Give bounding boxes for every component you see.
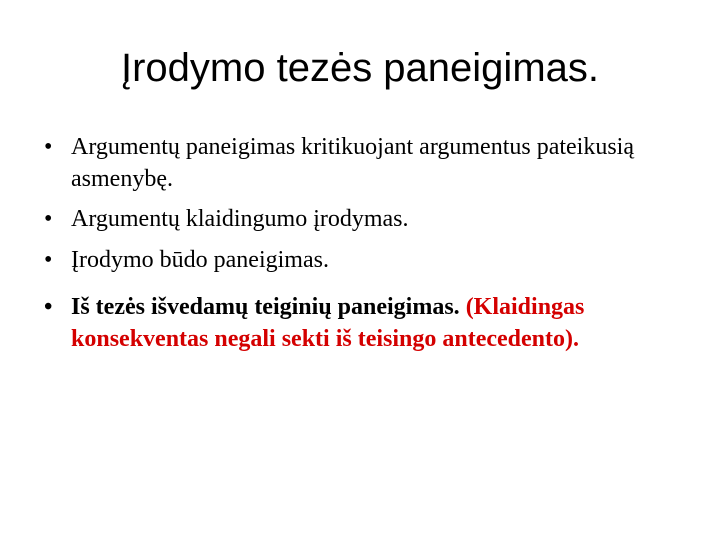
bullet-item [44,203,694,235]
bullet-icon: • [44,247,53,273]
bullet-note-red: (Klaidingas konsekventas negali sekti iš teisingo antecedento). [71,294,585,352]
bullet-icon: • [44,294,53,320]
slide-title: Įrodymo tezės paneigimas. [120,46,599,90]
bullet-item [44,244,694,276]
bullet-text: Įrodymo būdo paneigimas. [71,247,329,273]
bullet-item [44,291,694,355]
bullet-icon: • [44,206,53,232]
bullet-text: Iš tezės išvedamų teiginių paneigimas. [71,294,460,320]
bullet-text-compound [71,291,694,355]
bullet-item [44,131,694,195]
bullet-text: Argumentų klaidingumo įrodymas. [71,206,409,232]
bullet-text: Argumentų paneigimas kritikuojant argumentus pateikusią asmenybę. [71,134,635,192]
bullet-icon: • [44,134,53,160]
